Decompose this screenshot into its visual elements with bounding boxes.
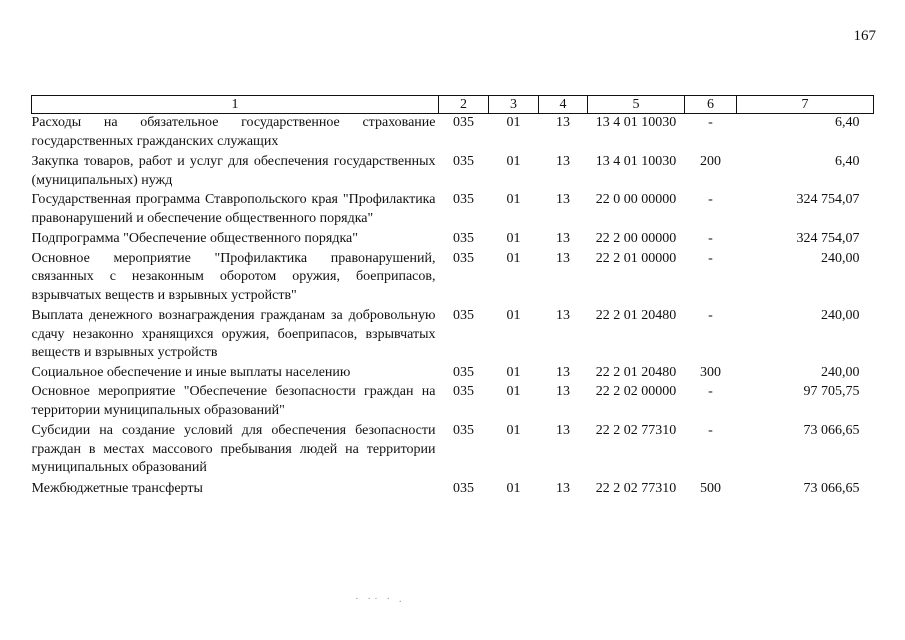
col-5-target-article: 22 2 00 00000 bbox=[595, 231, 677, 246]
row-name: Основное мероприятие "Профилактика правонарушений, связанных с незаконным оборотом оружия, боеприпасов, взрывчатых веществ и взрывных устройств" bbox=[31, 250, 436, 303]
table-row bbox=[32, 190, 874, 228]
col-2-code: 035 bbox=[453, 364, 474, 380]
col-4-subsection: 13 bbox=[556, 364, 570, 380]
table-header-row bbox=[32, 96, 874, 114]
row-name: Основное мероприятие "Обеспечение безопасности граждан на территории муниципальных образований" bbox=[31, 384, 436, 418]
col-7-amount: 240,00 bbox=[821, 364, 860, 380]
col-4-subsection: 13 bbox=[556, 250, 570, 266]
row-name: Социальное обеспечение и иные выплаты населению bbox=[31, 364, 351, 380]
col-7-amount: 324 754,07 bbox=[796, 192, 860, 207]
column-header: 2 bbox=[439, 96, 489, 114]
col-2-code: 035 bbox=[453, 480, 474, 496]
row-name: Расходы на обязательное государственное страхование государственных гражданских служащих bbox=[31, 115, 436, 149]
table-row bbox=[32, 249, 874, 306]
table-row bbox=[32, 382, 874, 420]
col-6-expense-type: - bbox=[708, 231, 713, 246]
row-name: Закупка товаров, работ и услуг для обеспечения государственных (муниципальных) нужд bbox=[31, 154, 436, 188]
col-5-target-article: 22 0 00 00000 bbox=[595, 192, 677, 207]
table-row bbox=[32, 420, 874, 478]
col-6-expense-type: - bbox=[708, 115, 713, 130]
row-name: Выплата денежного вознаграждения гражданам за добровольную сдачу незаконно хранящихся оружия, боеприпасов, взрывчатых веществ и взрывных устройств bbox=[31, 308, 436, 360]
col-3-section: 01 bbox=[506, 250, 521, 266]
col-3-section: 01 bbox=[506, 115, 521, 130]
col-2-code: 035 bbox=[453, 423, 474, 438]
column-header: 4 bbox=[539, 96, 588, 114]
col-7-amount: 240,00 bbox=[821, 308, 860, 323]
col-6-expense-type: - bbox=[708, 423, 713, 438]
table-row bbox=[32, 478, 874, 499]
col-2-code: 035 bbox=[453, 250, 474, 266]
col-6-expense-type: - bbox=[708, 308, 713, 323]
col-3-section: 01 bbox=[506, 423, 521, 438]
col-3-section: 01 bbox=[506, 308, 521, 323]
table-row bbox=[32, 151, 874, 190]
col-4-subsection: 13 bbox=[556, 423, 570, 438]
col-2-code: 035 bbox=[453, 308, 474, 323]
table-row bbox=[32, 228, 874, 249]
row-name: Подпрограмма "Обеспечение общественного порядка" bbox=[31, 231, 358, 246]
col-5-target-article: 22 2 02 77310 bbox=[595, 423, 677, 438]
col-6-expense-type: - bbox=[708, 384, 713, 399]
col-6-expense-type: 500 bbox=[700, 480, 721, 496]
col-4-subsection: 13 bbox=[556, 192, 570, 207]
col-5-target-article: 13 4 01 10030 bbox=[595, 154, 677, 169]
col-4-subsection: 13 bbox=[556, 154, 570, 169]
col-3-section: 01 bbox=[506, 384, 521, 399]
column-header: 6 bbox=[685, 96, 737, 114]
col-7-amount: 73 066,65 bbox=[803, 423, 860, 438]
col-4-subsection: 13 bbox=[556, 115, 570, 130]
col-7-amount: 97 705,75 bbox=[803, 384, 860, 399]
col-4-subsection: 13 bbox=[556, 308, 570, 323]
col-2-code: 035 bbox=[453, 192, 474, 207]
col-3-section: 01 bbox=[506, 192, 521, 207]
col-2-code: 035 bbox=[453, 115, 474, 130]
col-7-amount: 6,40 bbox=[835, 115, 860, 130]
col-5-target-article: 22 2 02 00000 bbox=[595, 384, 677, 399]
column-header: 1 bbox=[32, 96, 439, 114]
col-5-target-article: 22 2 02 77310 bbox=[595, 480, 677, 496]
col-2-code: 035 bbox=[453, 231, 474, 246]
col-7-amount: 240,00 bbox=[821, 250, 860, 266]
row-name: Субсидии на создание условий для обеспечения безопасности граждан в местах массового пребывания людей на территории муниципальных образований bbox=[31, 423, 436, 475]
column-header: 5 bbox=[588, 96, 685, 114]
col-4-subsection: 13 bbox=[556, 480, 570, 496]
col-3-section: 01 bbox=[506, 231, 521, 246]
col-5-target-article: 22 2 01 00000 bbox=[595, 250, 677, 266]
table-row bbox=[32, 305, 874, 363]
col-5-target-article: 22 2 01 20480 bbox=[595, 308, 677, 323]
col-5-target-article: 13 4 01 10030 bbox=[595, 115, 677, 130]
column-header: 7 bbox=[737, 96, 874, 114]
col-2-code: 035 bbox=[453, 384, 474, 399]
table-row bbox=[32, 363, 874, 383]
col-6-expense-type: 200 bbox=[700, 154, 721, 169]
table-row bbox=[32, 114, 874, 152]
col-4-subsection: 13 bbox=[556, 384, 570, 399]
col-7-amount: 6,40 bbox=[835, 154, 860, 169]
col-3-section: 01 bbox=[506, 154, 521, 169]
col-2-code: 035 bbox=[453, 154, 474, 169]
scan-specks: · ·· · . bbox=[355, 593, 405, 605]
col-6-expense-type: 300 bbox=[700, 364, 721, 380]
column-header: 3 bbox=[489, 96, 539, 114]
col-3-section: 01 bbox=[506, 364, 521, 380]
col-5-target-article: 22 2 01 20480 bbox=[595, 364, 677, 380]
col-4-subsection: 13 bbox=[556, 231, 570, 246]
col-7-amount: 324 754,07 bbox=[796, 231, 860, 246]
row-name: Межбюджетные трансферты bbox=[31, 480, 203, 496]
col-7-amount: 73 066,65 bbox=[803, 480, 860, 496]
page-number: 167 bbox=[853, 28, 876, 44]
budget-table bbox=[31, 95, 874, 498]
col-6-expense-type: - bbox=[708, 250, 713, 266]
col-3-section: 01 bbox=[506, 480, 521, 496]
row-name: Государственная программа Ставропольского края "Профилактика правонарушений и обеспечение общественного порядка" bbox=[31, 192, 436, 226]
col-6-expense-type: - bbox=[708, 192, 713, 207]
